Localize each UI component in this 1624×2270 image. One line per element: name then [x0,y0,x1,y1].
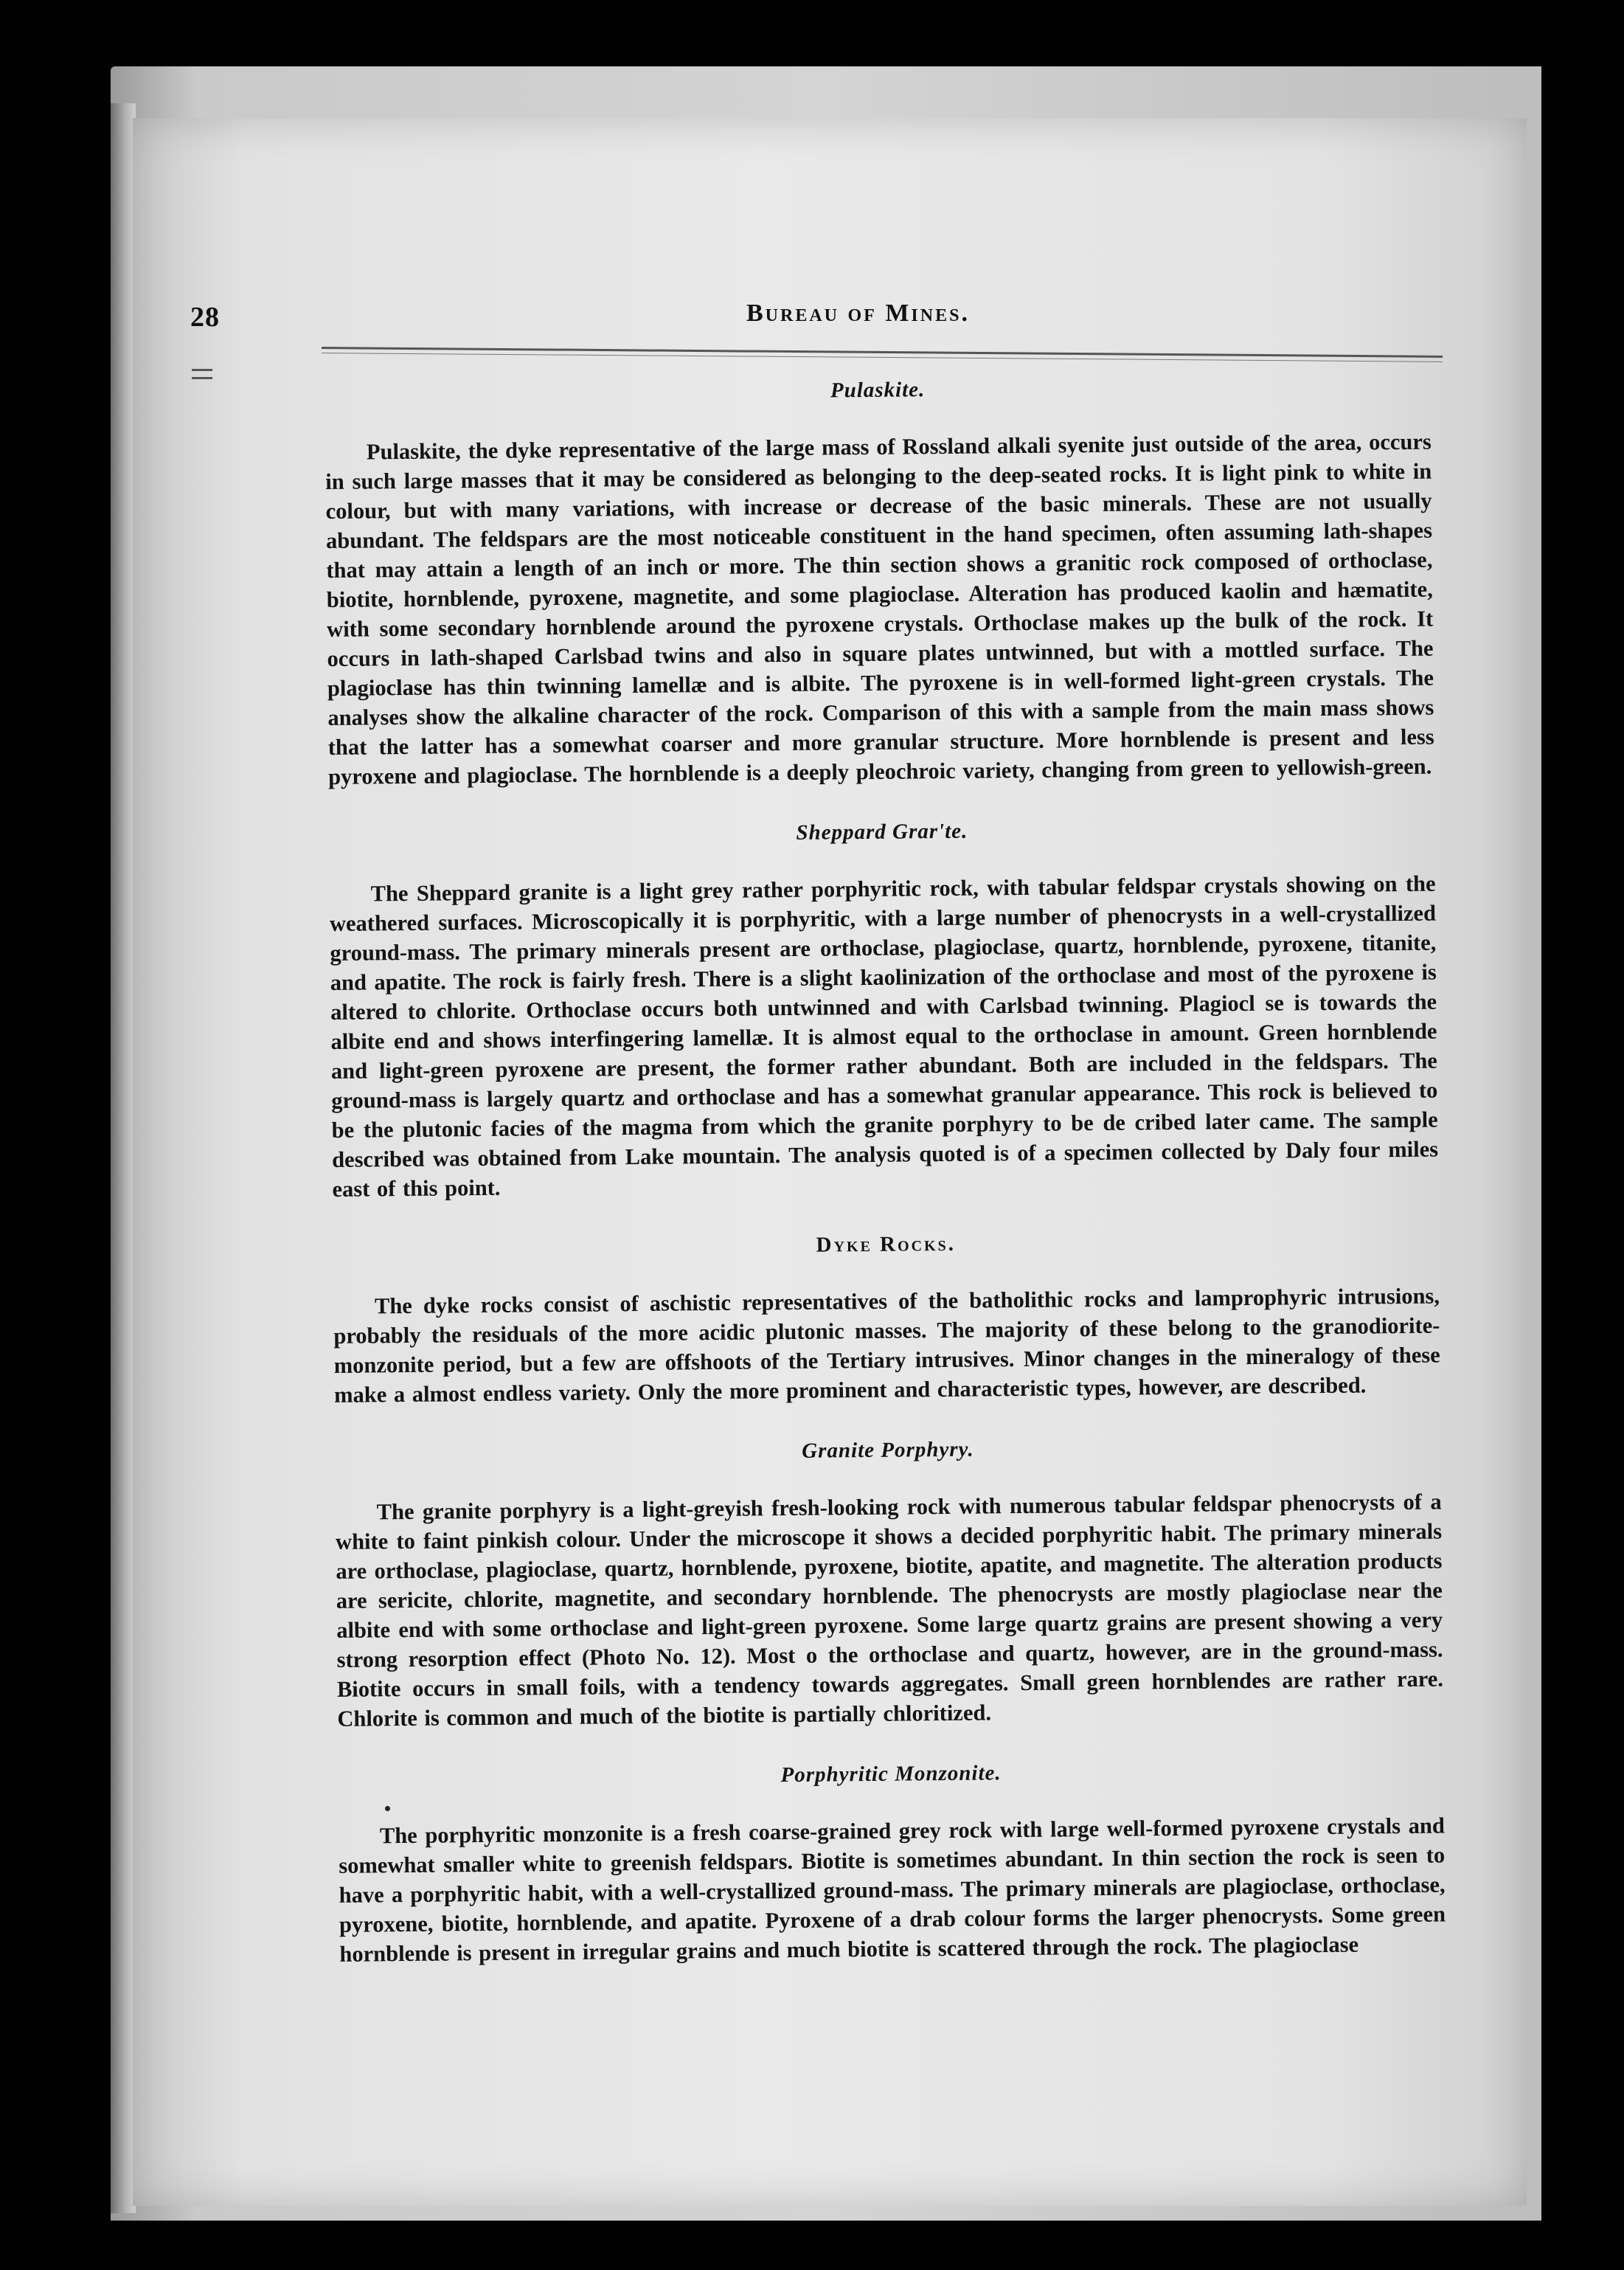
section-paragraph: The Sheppard granite is a light grey rather porphyritic rock, with tabular feldspar crystals showing on the weathered surfaces. Microscopically it is porphyritic, with a large number of phenocrysts in a well-crystallized ground-mass. The primary minerals present are orthoclase, plagioclase, quartz, hornblende, pyroxene, titanite, and apatite. The rock is fairly fresh. There is a slight kaolinization of the orthoclase and most of the pyroxene is altered to chlorite. Orthoclase occurs both untwinned and with Carlsbad twinning. Plagiocl se is towards the albite end and shows interfingering lamellæ. It is almost equal to the orthoclase in amount. Green hornblende and light-green pyroxene are present, the former rather abundant. Both are included in the feldspars. The ground-mass is largely quartz and orthoclase and has a somewhat granular appearance. This rock is believed to be the plutonic facies of the magma from which the granite porphyry to be de cribed later came. The sample described was obtained from Lake mountain. The analysis quoted is of a specimen collected by Daly four miles east of this point. [329,871,1439,1202]
page-body [325,373,1446,2003]
running-title: Bureau of Mines. [746,300,970,327]
section-heading: Granite Porphyry. [802,1437,974,1463]
section-granite-porphyry [335,1433,1444,1734]
page-number: 28 [190,302,220,333]
section-heading: Porphyritic Monzonite. [780,1761,1002,1788]
page-binding-edge [111,103,136,2213]
section-sheppard-granite [329,815,1439,1204]
section-heading: Sheppard Grar'te. [796,819,968,845]
stray-ink-mark [385,1806,390,1811]
section-pulaskite [325,373,1434,792]
section-heading: Pulaskite. [830,378,926,403]
section-paragraph: The dyke rocks consist of aschistic representatives of the batholithic rocks and lamprophyric intrusions, probably the residuals of the more acidic plutonic masses. The majority of these belong to the granodiorite-monzonite period, but a few are offshoots of the Tertiary intrusives. Minor changes in the mineralogy of these make a almost endless variety. Only the more prominent and characteristic types, however, are described. [333,1283,1440,1408]
section-porphyritic-monzonite [338,1757,1446,1969]
section-paragraph: The porphyritic monzonite is a fresh coarse-grained grey rock with large well-formed pyroxene crystals and somewhat smaller white to greenish feldspars. Biotite is sometimes abundant. In thin section the rock is seen to have a porphyritic habit, with a well-crystallized ground-mass. The primary minerals are plagioclase, orthoclase, pyroxene, biotite, hornblende, and apatite. Pyroxene of a drab colour forms the larger phenocrysts. Some green hornblende is present in irregular grains and much biotite is scattered through the rock. The plagioclase [339,1813,1446,1967]
section-paragraph: The granite porphyry is a light-greyish fresh-looking rock with numerous tabular feldspar phenocrysts of a white to faint pinkish colour. Under the microscope it shows a decided porphyritic habit. The primary minerals are orthoclase, plagioclase, quartz, hornblende, pyroxene, biotite, apatite, and magnetite. The alteration products are sericite, chlorite, magnetite, and secondary hornblende. The phenocrysts are mostly plagioclase near the albite end with some orthoclase and light-green pyroxene. Some large quartz grains are present showing a very strong resorption effect (Photo No. 12). Most o the orthoclase and quartz, however, are in the ground-mass. Biotite occurs in small foils, with a tendency towards aggregates. Small green hornblendes are rather rare. Chlorite is common and much of the biotite is partially chloritized. [335,1489,1444,1731]
section-paragraph: Pulaskite, the dyke representative of the large mass of Rossland alkali syenite just outside of the area, occurs in such large masses that it may be considered as belonging to the deep-seated rocks. It is light pink to white in colour, but with many variations, with increase or decrease of the basic minerals. These are not usually abundant. The feldspars are the most noticeable constituent in the hand specimen, often assuming lath-shapes that may attain a length of an inch or more. The thin section shows a granitic rock composed of orthoclase, biotite, hornblende, pyroxene, magnetite, and some plagioclase. Alteration has produced kaolin and hæmatite, with some secondary hornblende around the pyroxene crystals. Orthoclase makes up the bulk of the rock. It occurs in lath-shaped Carlsbad twins and also in square plates untwinned, but with a mottled surface. The plagioclase has thin twinning lamellæ and is albite. The pyroxene is in well-formed light-green crystals. The analyses show the alkaline character of the rock. Comparison of this with a sample from the main mass shows that the latter has a somewhat coarser and more granular structure. More hornblende is present and less pyroxene and plagioclase. The hornblende is a deeply pleochroic variety, changing from green to yellowish-green. [325,429,1434,789]
margin-marks [192,369,212,385]
section-heading: Dyke Rocks. [816,1231,957,1257]
section-dyke-rocks [333,1228,1440,1410]
